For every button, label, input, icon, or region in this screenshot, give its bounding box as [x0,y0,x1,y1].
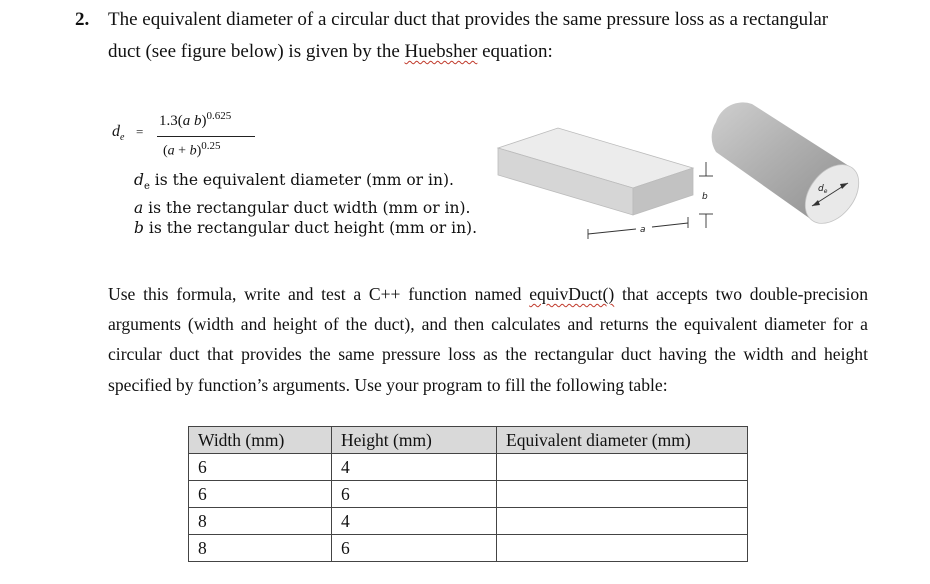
question-line-2-end: equation: [477,41,553,62]
cell-width: 8 [189,535,332,562]
definition-de: $d_e$ is the equivalent diameter (mm or in). [134,171,454,193]
instructions-paragraph: Use this formula, write and test a C++ function named equivDuct() that accepts two double-precision arguments (width and height of the duct), and then calculates and returns the equivalent diameter for a circular duct that provides the same pressure loss as the rectangular duct having the width and height specified by function’s arguments. Use your program to fill the following table: [108,284,868,395]
cell-equivalent-diameter [497,454,748,481]
cell-equivalent-diameter [497,535,748,562]
formula-numerator: 1.3(a b)$^{0.625}$ [159,110,232,129]
question-number: 2. [75,9,90,30]
cell-width: 6 [189,454,332,481]
cell-equivalent-diameter [497,481,748,508]
table-header-row [189,427,748,454]
cell-height: 4 [332,508,497,535]
formula-equals: = [136,124,144,139]
label-a: a [640,225,646,235]
table-row [189,481,748,508]
label-b: b [702,192,708,202]
dimension-a [588,217,688,239]
cell-height: 6 [332,535,497,562]
table-row [189,535,748,562]
results-table [188,426,748,562]
cell-height: 4 [332,454,497,481]
circular-duct [712,102,870,233]
formula-denominator: $(a + b)^{0.25}$ [163,140,221,159]
table-row [189,508,748,535]
question-line-2-start: duct (see figure below) is given by the [108,41,405,62]
definition-b: b is the rectangular duct height (mm or in). [134,219,478,238]
function-name: equivDuct() [529,284,615,304]
formula-lhs: $d_e$ [112,123,125,144]
cell-width: 6 [189,481,332,508]
label-de: $d_e$ [818,184,828,195]
header-height: Height (mm) [332,427,497,454]
cell-width: 8 [189,508,332,535]
equation-name: Huebsher [404,41,478,62]
table-row [189,454,748,481]
cell-equivalent-diameter [497,508,748,535]
header-width: Width (mm) [189,427,332,454]
definition-a: a is the rectangular duct width (mm or in). [134,198,471,217]
question-line-1: The equivalent diameter of a circular duct that provides the same pressure loss as a rectangular [108,9,829,30]
cell-height: 6 [332,481,497,508]
header-equivalent-diameter: Equivalent diameter (mm) [497,427,748,454]
rectangular-duct [498,128,693,215]
